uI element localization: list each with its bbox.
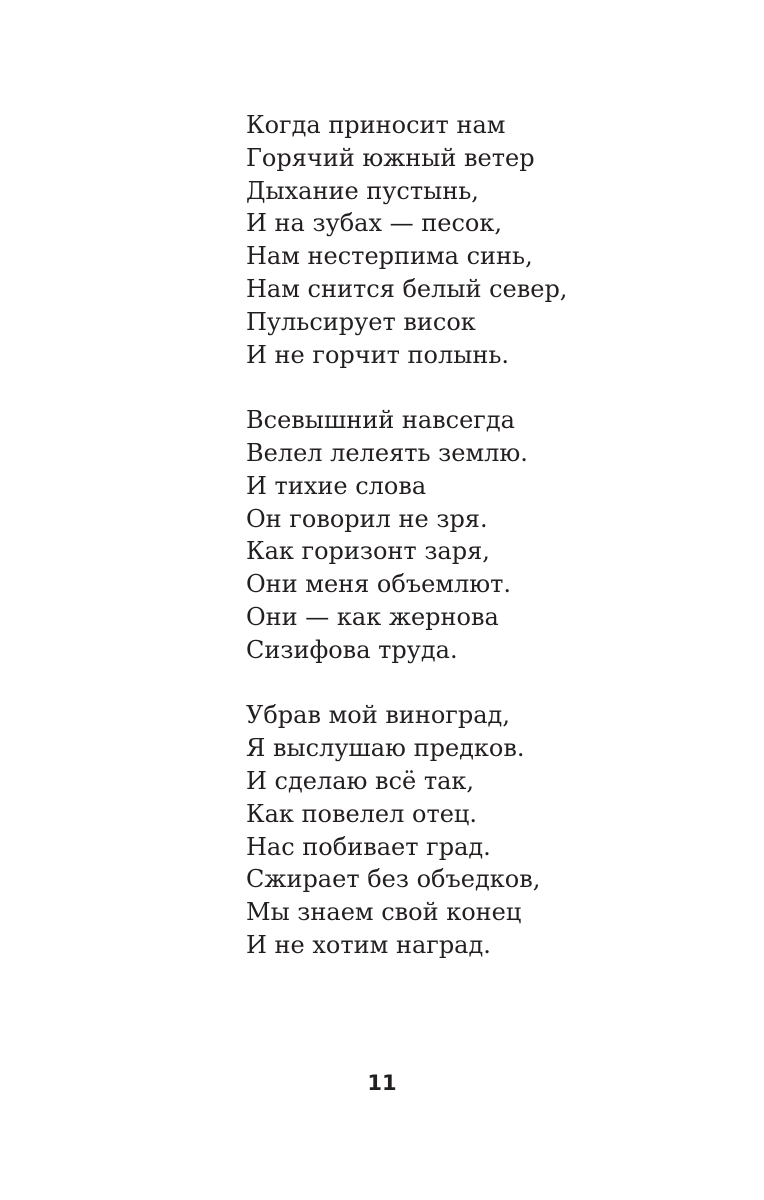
poem-line: Всевышний навсегда [246, 406, 515, 435]
page-number: 11 [367, 1071, 397, 1095]
stanza-1 [246, 109, 726, 371]
poem-line: И не хотим наград. [246, 930, 491, 959]
poem-line: Как горизонт заря, [246, 537, 490, 566]
poem-line: Велел лелеять землю. [246, 438, 528, 467]
poem-line: Дыхание пустынь, [246, 176, 479, 205]
poem-line: И не горчит полынь. [246, 340, 510, 369]
stanza-2 [246, 404, 726, 666]
poem-line: И на зубах — песок, [246, 209, 502, 238]
poem-line: Они меня объемлют. [246, 570, 512, 599]
poem-line: Я выслушаю предков. [246, 734, 525, 763]
poem-line: И тихие слова [246, 471, 427, 500]
poem [246, 109, 726, 962]
poem-line: Он говорил не зря. [246, 504, 488, 533]
poem-line: Когда приносит нам [246, 111, 506, 139]
poem-line: Как повелел отец. [246, 799, 477, 828]
poem-line: Мы знаем свой конец [246, 898, 522, 927]
poem-line: Нам нестерпима синь, [246, 242, 533, 271]
poem-line: Сизифова труда. [246, 635, 458, 664]
stanza-3 [246, 699, 726, 961]
poem-line: И сделаю всё так, [246, 766, 475, 795]
poem-line: Пульсирует висок [246, 307, 476, 336]
poem-line: Сжирает без объедков, [246, 865, 541, 894]
poem-line: Нас побивает град. [246, 832, 491, 861]
poem-line: Они — как жернова [246, 602, 499, 631]
poem-line: Горячий южный ветер [246, 143, 535, 172]
poem-line: Нам снится белый север, [246, 274, 568, 303]
poem-line: Убрав мой виноград, [246, 701, 510, 730]
